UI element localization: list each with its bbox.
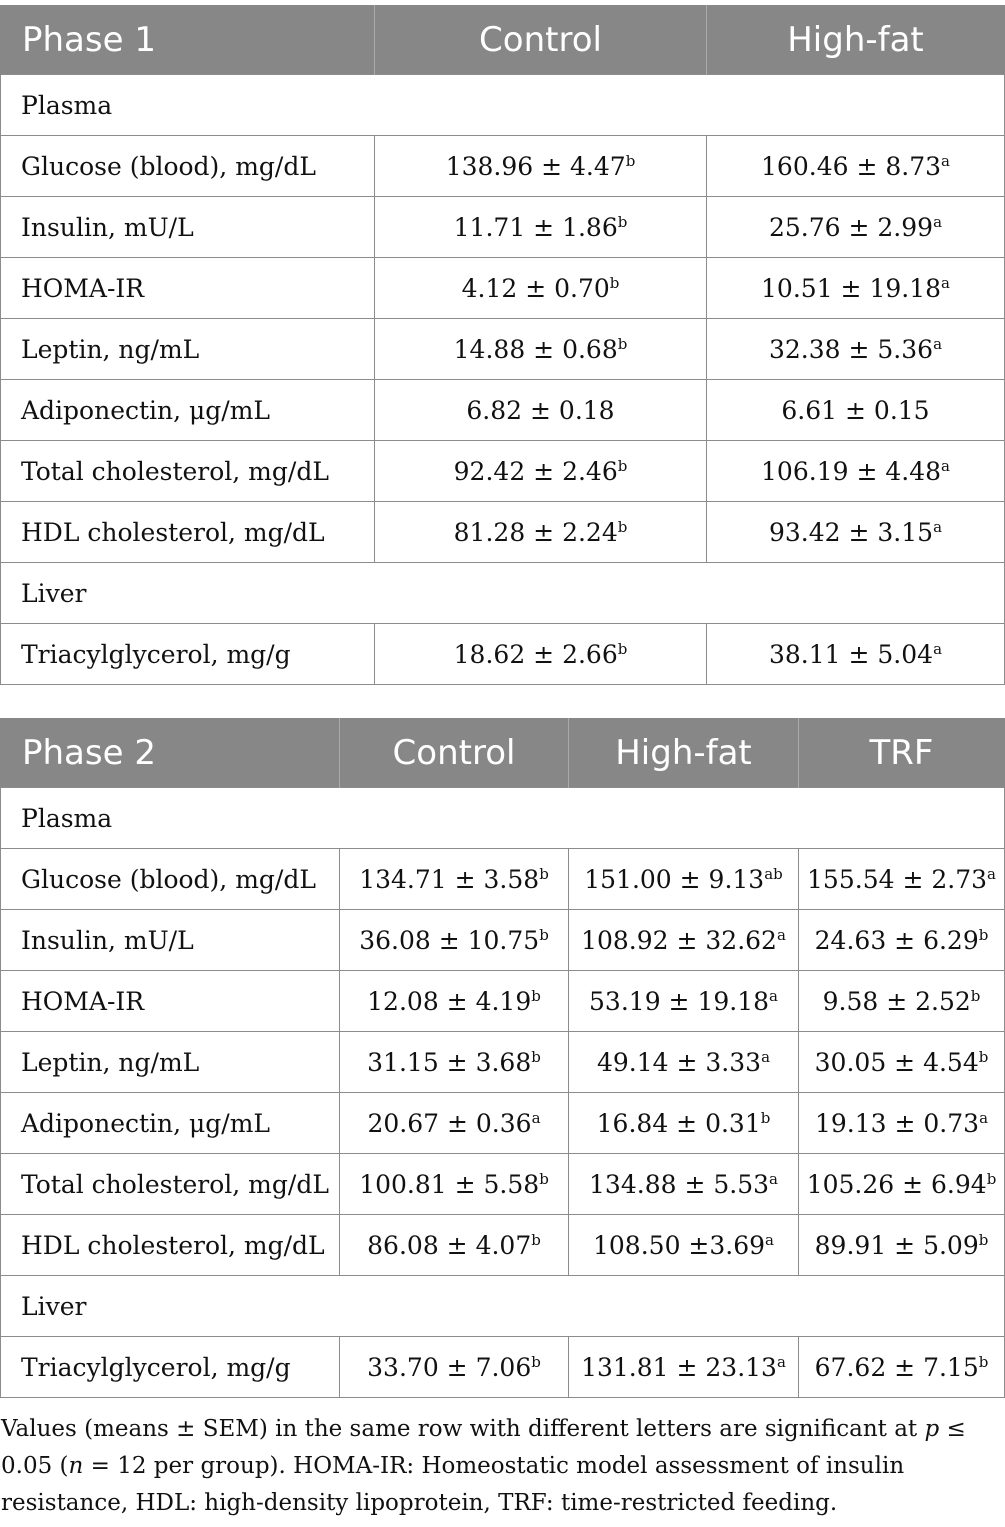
significance-letter: a: [776, 925, 786, 944]
value-cell: [375, 380, 707, 441]
significance-letter: a: [941, 456, 950, 475]
cell-value: 10.51 ± 19.18: [761, 273, 942, 303]
table-row: [1, 441, 1005, 502]
section-label: Plasma: [1, 75, 1005, 136]
value-cell: [375, 441, 707, 502]
row-label: Adiponectin, μg/mL: [1, 1093, 340, 1154]
phase1-header-row: [1, 6, 1005, 75]
significance-letter: b: [986, 1169, 997, 1188]
cell-value: 33.70 ± 7.06: [367, 1352, 532, 1382]
cell-value: 67.62 ± 7.15: [814, 1352, 979, 1382]
significance-letter: a: [769, 986, 778, 1005]
phase1-table: [0, 5, 1005, 685]
table-row: [1, 1215, 1005, 1276]
value-cell: [569, 1032, 799, 1093]
significance-letter: a: [933, 639, 943, 658]
significance-letter: a: [933, 517, 943, 536]
table-footnote: [1, 1411, 997, 1522]
phase1-header-0: Phase 1: [1, 6, 375, 75]
phase2-header-row: [1, 719, 1005, 788]
cell-value: 14.88 ± 0.68: [453, 334, 618, 364]
cell-value: 86.08 ± 4.07: [367, 1230, 532, 1260]
significance-letter: b: [531, 1352, 541, 1371]
value-cell: [569, 849, 799, 910]
phase2-header-3: TRF: [799, 719, 1005, 788]
cell-value: 92.42 ± 2.46: [453, 456, 618, 486]
value-cell: [569, 1093, 799, 1154]
section-row: [1, 75, 1005, 136]
value-cell: [375, 624, 707, 685]
significance-letter: ab: [764, 864, 783, 883]
table-row: [1, 1337, 1005, 1398]
value-cell: [569, 1154, 799, 1215]
cell-value: 100.81 ± 5.58: [359, 1169, 540, 1199]
cell-value: 20.67 ± 0.36: [367, 1108, 532, 1138]
footnote-n-symbol: n: [68, 1453, 84, 1479]
significance-letter: a: [933, 212, 943, 231]
cell-value: 24.63 ± 6.29: [814, 925, 979, 955]
cell-value: 38.11 ± 5.04: [768, 639, 934, 669]
significance-letter: a: [531, 1108, 541, 1127]
table-row: [1, 849, 1005, 910]
cell-value: 31.15 ± 3.68: [367, 1047, 532, 1077]
value-cell: [707, 136, 1005, 197]
cell-value: 9.58 ± 2.52: [822, 986, 971, 1016]
significance-letter: a: [933, 334, 943, 353]
row-label: Leptin, ng/mL: [1, 319, 375, 380]
value-cell: [375, 319, 707, 380]
table-row: [1, 910, 1005, 971]
row-label: HDL cholesterol, mg/dL: [1, 502, 375, 563]
significance-letter: b: [531, 1230, 541, 1249]
phase2-header-1: Control: [340, 719, 569, 788]
value-cell: [707, 258, 1005, 319]
value-cell: [375, 258, 707, 319]
significance-letter: b: [531, 1047, 541, 1066]
value-cell: [707, 502, 1005, 563]
row-label: Glucose (blood), mg/dL: [1, 136, 375, 197]
significance-letter: b: [978, 1352, 989, 1371]
row-label: Leptin, ng/mL: [1, 1032, 340, 1093]
cell-value: 25.76 ± 2.99: [768, 212, 934, 242]
phase1-header-2: High-fat: [707, 6, 1005, 75]
cell-value: 12.08 ± 4.19: [367, 986, 532, 1016]
value-cell: [340, 849, 569, 910]
cell-value: 108.50 ±3.69: [593, 1230, 766, 1260]
value-cell: [340, 1215, 569, 1276]
section-row: [1, 563, 1005, 624]
value-cell: [799, 1093, 1005, 1154]
cell-value: 32.38 ± 5.36: [768, 334, 934, 364]
phase2-table: [0, 718, 1005, 1398]
value-cell: [340, 1154, 569, 1215]
value-cell: [799, 1032, 1005, 1093]
cell-value: 36.08 ± 10.75: [359, 925, 540, 955]
section-row: [1, 788, 1005, 849]
section-label: Liver: [1, 1276, 1005, 1337]
significance-letter: b: [617, 456, 628, 475]
significance-letter: a: [776, 1352, 786, 1371]
row-label: HOMA-IR: [1, 971, 340, 1032]
cell-value: 151.00 ± 9.13: [584, 864, 765, 894]
cell-value: 53.19 ± 19.18: [589, 986, 770, 1016]
cell-value: 155.54 ± 2.73: [807, 864, 988, 894]
table-row: [1, 1093, 1005, 1154]
cell-value: 6.82 ± 0.18: [466, 395, 615, 425]
cell-value: 89.91 ± 5.09: [814, 1230, 979, 1260]
cell-value: 160.46 ± 8.73: [761, 151, 942, 181]
phase1-header-1: Control: [375, 6, 707, 75]
value-cell: [569, 971, 799, 1032]
table-row: [1, 380, 1005, 441]
row-label: HOMA-IR: [1, 258, 375, 319]
significance-letter: a: [979, 1108, 989, 1127]
table-row: [1, 319, 1005, 380]
significance-letter: b: [539, 864, 549, 883]
value-cell: [569, 910, 799, 971]
value-cell: [799, 910, 1005, 971]
row-label: Insulin, mU/L: [1, 197, 375, 258]
significance-letter: b: [617, 334, 628, 353]
significance-letter: a: [765, 1230, 774, 1249]
cell-value: 138.96 ± 4.47: [445, 151, 626, 181]
cell-value: 134.88 ± 5.53: [589, 1169, 770, 1199]
cell-value: 4.12 ± 0.70: [461, 273, 610, 303]
significance-letter: b: [617, 517, 628, 536]
cell-value: 16.84 ± 0.31: [596, 1108, 761, 1138]
row-label: Total cholesterol, mg/dL: [1, 1154, 340, 1215]
table-row: [1, 502, 1005, 563]
table-row: [1, 1154, 1005, 1215]
table-row: [1, 258, 1005, 319]
significance-letter: b: [978, 1047, 989, 1066]
significance-letter: a: [941, 273, 950, 292]
value-cell: [799, 1337, 1005, 1398]
cell-value: 18.62 ± 2.66: [453, 639, 618, 669]
cell-value: 19.13 ± 0.73: [814, 1108, 980, 1138]
cell-value: 81.28 ± 2.24: [453, 517, 618, 547]
significance-letter: b: [539, 925, 549, 944]
significance-letter: b: [978, 1230, 989, 1249]
significance-letter: b: [970, 986, 981, 1005]
value-cell: [375, 197, 707, 258]
row-label: Glucose (blood), mg/dL: [1, 849, 340, 910]
footnote-part3: = 12 per group). HOMA-IR: Homeostatic model assessment of insulin resistance, HDL: high-density lipoprotein, TRF: time-restricted feeding.: [1, 1453, 905, 1516]
cell-value: 93.42 ± 3.15: [768, 517, 934, 547]
significance-letter: b: [760, 1108, 771, 1127]
value-cell: [569, 1337, 799, 1398]
significance-letter: a: [987, 864, 996, 883]
table-row: [1, 624, 1005, 685]
value-cell: [340, 910, 569, 971]
cell-value: 105.26 ± 6.94: [806, 1169, 987, 1199]
phase2-header-0: Phase 2: [1, 719, 340, 788]
cell-value: 11.71 ± 1.86: [453, 212, 618, 242]
significance-letter: b: [617, 639, 628, 658]
value-cell: [707, 319, 1005, 380]
table-row: [1, 197, 1005, 258]
value-cell: [340, 1337, 569, 1398]
row-label: HDL cholesterol, mg/dL: [1, 1215, 340, 1276]
footnote-p-symbol: p: [924, 1416, 940, 1442]
significance-letter: a: [769, 1169, 778, 1188]
phase2-header-2: High-fat: [569, 719, 799, 788]
value-cell: [707, 380, 1005, 441]
significance-letter: b: [531, 986, 541, 1005]
footnote-part1: Values (means ± SEM) in the same row with different letters are significant at: [1, 1416, 925, 1442]
value-cell: [799, 1215, 1005, 1276]
value-cell: [340, 1032, 569, 1093]
value-cell: [799, 971, 1005, 1032]
value-cell: [340, 1093, 569, 1154]
section-row: [1, 1276, 1005, 1337]
table-row: [1, 1032, 1005, 1093]
value-cell: [375, 502, 707, 563]
significance-letter: a: [941, 151, 950, 170]
cell-value: 49.14 ± 3.33: [596, 1047, 762, 1077]
value-cell: [569, 1215, 799, 1276]
cell-value: 134.71 ± 3.58: [359, 864, 540, 894]
cell-value: 30.05 ± 4.54: [814, 1047, 979, 1077]
value-cell: [707, 624, 1005, 685]
row-label: Total cholesterol, mg/dL: [1, 441, 375, 502]
value-cell: [799, 849, 1005, 910]
cell-value: 108.92 ± 32.62: [581, 925, 777, 955]
row-label: Insulin, mU/L: [1, 910, 340, 971]
significance-letter: b: [625, 151, 636, 170]
significance-letter: b: [609, 273, 620, 292]
section-label: Plasma: [1, 788, 1005, 849]
value-cell: [340, 971, 569, 1032]
significance-letter: b: [539, 1169, 549, 1188]
section-label: Liver: [1, 563, 1005, 624]
value-cell: [707, 197, 1005, 258]
table-row: [1, 971, 1005, 1032]
row-label: Adiponectin, μg/mL: [1, 380, 375, 441]
value-cell: [799, 1154, 1005, 1215]
cell-value: 6.61 ± 0.15: [781, 395, 930, 425]
footnote-part2: ≤ 0.05 (: [1, 1416, 966, 1479]
row-label: Triacylglycerol, mg/g: [1, 1337, 340, 1398]
value-cell: [375, 136, 707, 197]
significance-letter: b: [617, 212, 628, 231]
row-label: Triacylglycerol, mg/g: [1, 624, 375, 685]
cell-value: 106.19 ± 4.48: [761, 456, 942, 486]
value-cell: [707, 441, 1005, 502]
table-row: [1, 136, 1005, 197]
cell-value: 131.81 ± 23.13: [581, 1352, 777, 1382]
significance-letter: b: [978, 925, 989, 944]
significance-letter: a: [761, 1047, 771, 1066]
